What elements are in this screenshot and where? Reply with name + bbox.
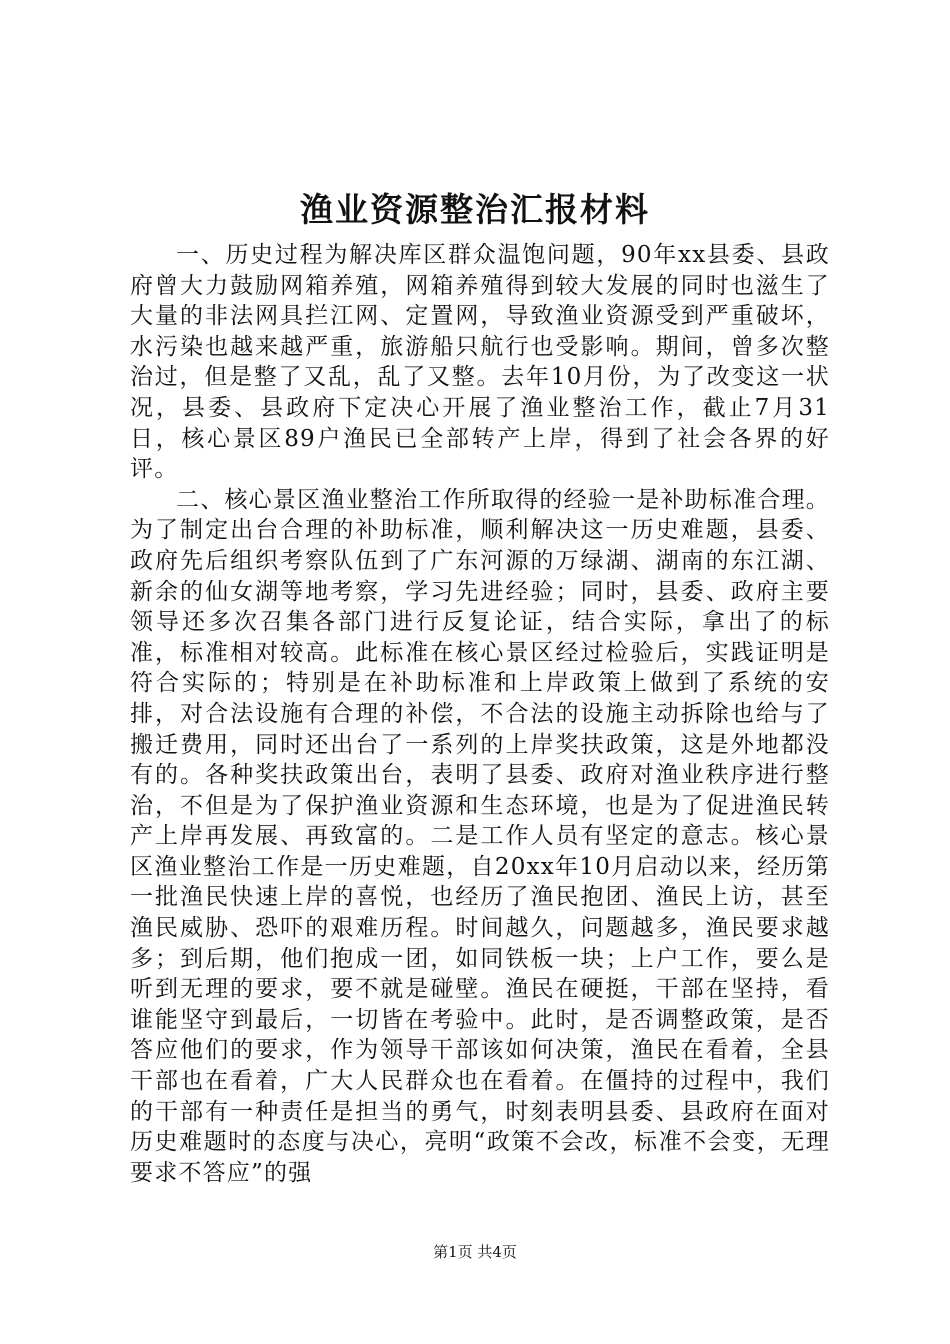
paragraph-history: 一、历史过程为解决库区群众温饱问题，90年xx县委、县政府曾大力鼓励网箱养殖，网箱养殖得到较大发展的同时也滋生了大量的非法网具拦江网、定置网，导致渔业资源受到严重破坏，水污染也越来越严重，旅游船只航行也受影响。期间，曾多次整治过，但是整了又乱，乱了又整。去年10月份，为了改变这一状况，县委、县政府下定决心开展了渔业整治工作，截止7月31日，核心景区89户渔民已全部转产上岸，得到了社会各界的好评。 bbox=[130, 242, 830, 483]
document-body bbox=[130, 240, 830, 1188]
page-number-footer: 第1页 共4页 bbox=[433, 1243, 517, 1261]
paragraph-experience: 二、核心景区渔业整治工作所取得的经验一是补助标准合理。为了制定出台合理的补助标准，顺利解决这一历史难题，县委、政府先后组织考察队伍到了广东河源的万绿湖、湖南的东江湖、新余的仙女湖等地考察，学习先进经验；同时，县委、政府主要领导还多次召集各部门进行反复论证，结合实际，拿出了的标准，标准相对较高。此标准在核心景区经过检验后，实践证明是符合实际的；特别是在补助标准和上岸政策上做到了系统的安排，对合法设施有合理的补偿，不合法的设施主动拆除也给与了搬迁费用，同时还出台了一系列的上岸奖扶政策，这是外地都没有的。各种奖扶政策出台，表明了县委、政府对渔业秩序进行整治，不但是为了保护渔业资源和生态环境，也是为了促进渔民转产上岸再发展、再致富的。二是工作人员有坚定的意志。核心景区渔业整治工作是一历史难题，自20xx年10月启动以来，经历第一批渔民快速上岸的喜悦，也经历了渔民抱团、渔民上访，甚至渔民威胁、恐吓的艰难历程。时间越久，问题越多，渔民要求越多；到后期，他们抱成一团，如同铁板一块；上户工作，要么是听到无理的要求，要不就是碰壁。渔民在硬挺，干部在坚持，看谁能坚守到最后，一切皆在考验中。此时，是否调整政策，是否答应他们的要求，作为领导干部该如何决策，渔民在看着，全县干部也在看着，广大人民群众也在看着。在僵持的过程中，我们的干部有一种责任是担当的勇气，时刻表明县委、县政府在面对历史难题时的态度与决心，亮明“政策不会改，标准不会变，无理要求不答应”的强 bbox=[130, 486, 830, 1186]
document-title: 渔业资源整治汇报材料 bbox=[300, 190, 650, 229]
